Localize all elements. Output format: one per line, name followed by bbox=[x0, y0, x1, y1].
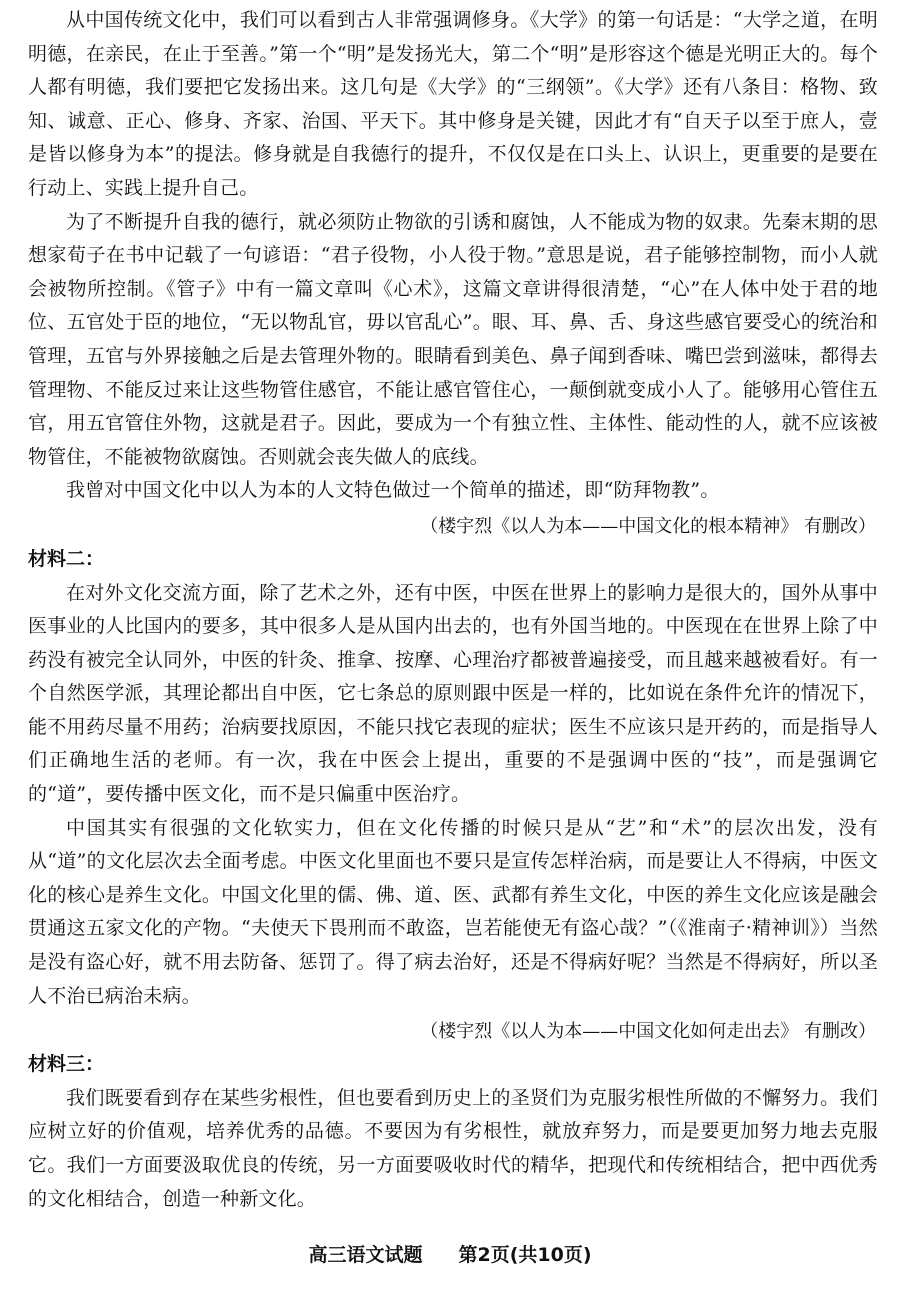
paragraph: 在对外文化交流方面，除了艺术之外，还有中医，中医在世界上的影响力是很大的，国外从事中医事业的人比国内的要多，其中很多人是从国内出去的，也有外国当地的。中医现在在世界上除了中药没有被完全认同外，中医的针灸、推拿、按摩、心理治疗都被普遍接受，而且越来越被看好。有一个自然医学派，其理论都出自中医，它七条总的原则跟中医是一样的，比如说在条件允许的情况下，能不用药尽量不用药；治病要找原因，不能只找它表现的症状；医生不应该只是开药的，而是指导人们正确地生活的老师。有一次，我在中医会上提出，重要的不是强调中医的“技”，而是强调它的“道”，要传播中医文化，而不是只偏重中医治疗。 bbox=[28, 581, 878, 806]
page-number: 第2页(共10页) bbox=[458, 1244, 592, 1266]
exam-title: 高三语文试题 bbox=[308, 1244, 423, 1266]
source-citation: （楼宇烈《以人为本——中国文化的根本精神》 有删改） bbox=[420, 515, 876, 537]
paragraph: 我们既要看到存在某些劣根性，但也要看到历史上的圣贤们为克服劣根性所做的不懈努力。我们应树立好的价值观，培养优秀的品德。不要因为有劣根性，就放弃努力，而是要更加努力地去克服它。我们一方面要汲取优良的传统，另一方面要吸收时代的精华，把现代和传统相结合，把中西优秀的文化相结合，创造一种新文化。 bbox=[28, 1086, 878, 1210]
source-citation: （楼宇烈《以人为本——中国文化如何走出去》 有删改） bbox=[420, 1021, 876, 1043]
page-footer bbox=[0, 1240, 900, 1267]
paragraph: 为了不断提升自我的德行，就必须防止物欲的引诱和腐蚀，人不能成为物的奴隶。先秦末期的思想家荀子在书中记载了一句谚语：“君子役物，小人役于物。”意思是说，君子能够控制物，而小人就会被物所控制。《管子》中有一篇文章叫《心术》，这篇文章讲得很清楚，“心”在人体中处于君的地位、五官处于臣的地位，“无以物乱官，毋以官乱心”。眼、耳、鼻、舌、身这些感官要受心的统治和管理，五官与外界接触之后是去管理外物的。眼睛看到美色、鼻子闻到香味、嘴巴尝到滋味，都得去管理物、不能反过来让这些物管住感官，不能让感官管住心，一颠倒就变成小人了。能够用心管住五官，用五官管住外物，这就是君子。因此，要成为一个有独立性、主体性、能动性的人，就不应该被物管住，不能被物欲腐蚀。否则就会丧失做人的底线。 bbox=[28, 210, 878, 468]
paragraph: 从中国传统文化中，我们可以看到古人非常强调修身。《大学》的第一句话是：“大学之道，在明明德，在亲民，在止于至善。”第一个“明”是发扬光大，第二个“明”是形容这个德是光明正大的。每个人都有明德，我们要把它发扬出来。这几句是《大学》的“三纲领”。《大学》还有八条目：格物、致知、诚意、正心、修身、齐家、治国、平天下。其中修身是关键，因此才有“自天子以至于庶人，壹是皆以修身为本”的提法。修身就是自我德行的提升，不仅仅是在口头上、认识上，更重要的是要在行动上、实践上提升自己。 bbox=[28, 9, 878, 199]
section-heading: 材料二： bbox=[28, 547, 105, 570]
section-heading: 材料三： bbox=[28, 1053, 105, 1076]
paragraph: 我曾对中国文化中以人为本的人文特色做过一个简单的描述，即“防拜物教”。 bbox=[66, 479, 720, 502]
paragraph: 中国其实有很强的文化软实力，但在文化传播的时候只是从“艺”和“术”的层次出发，没有从“道”的文化层次去全面考虑。中医文化里面也不要只是宣传怎样治病，而是要让人不得病，中医文化的核心是养生文化。中国文化里的儒、佛、道、医、武都有养生文化，中医的养生文化应该是融会贯通这五家文化的产物。“夫使天下畏刑而不敢盗，岂若能使无有盗心哉？”（《淮南子·精神训》）当然是没有盗心好，就不用去防备、惩罚了。得了病去治好，还是不得病好呢？当然是不得病好，所以圣人不治已病治未病。 bbox=[28, 816, 878, 1007]
